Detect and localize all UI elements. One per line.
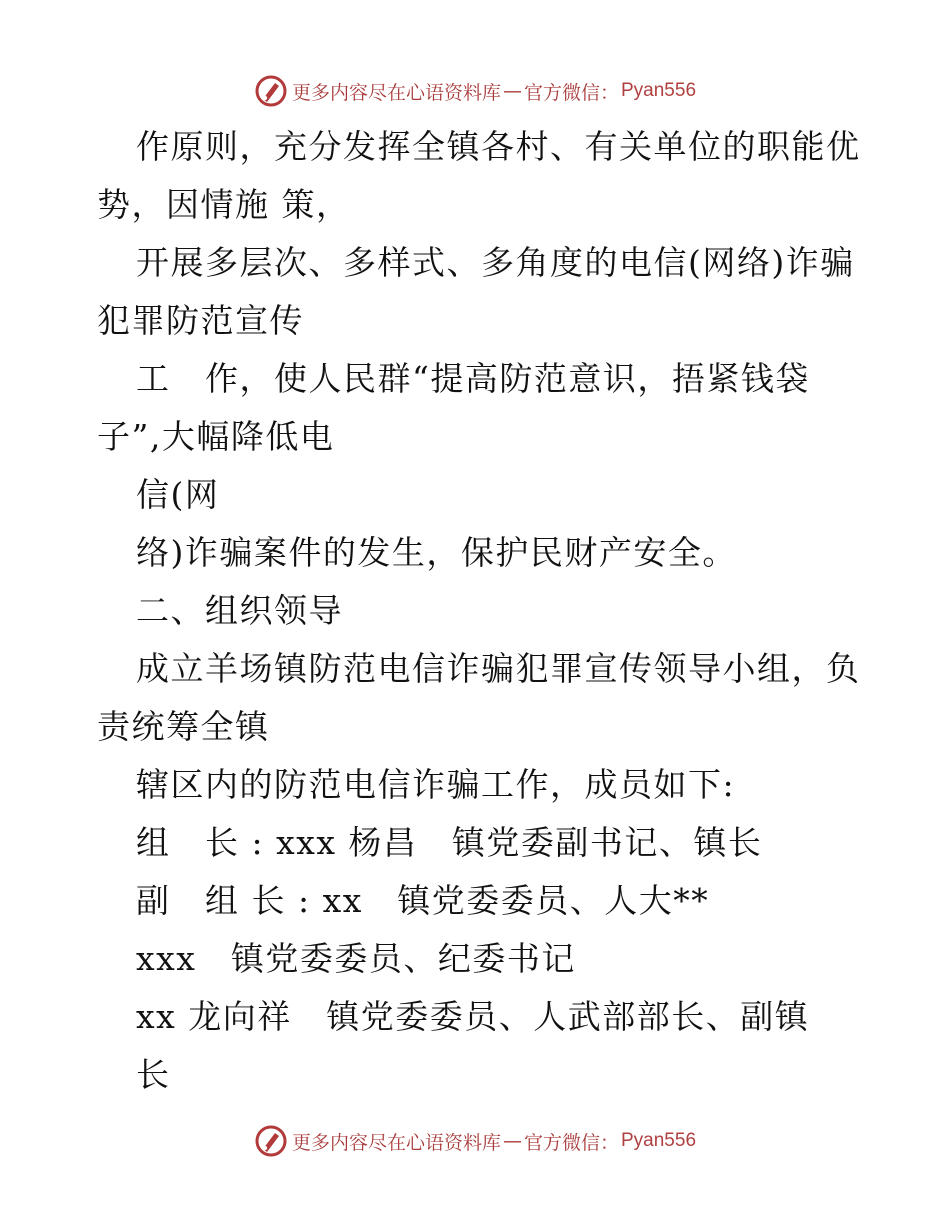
- text-line: 作原则，充分发挥全镇各村、有关单位的职能优: [136, 127, 861, 166]
- text-line: 工 作，使人民群“提高防范意识，捂紧钱袋: [136, 359, 810, 398]
- member-line: xxx 镇党委委员、纪委书记: [136, 939, 576, 978]
- watermark-separator: —: [502, 1130, 522, 1152]
- text-line: 势，因情施 策，: [97, 185, 351, 224]
- member-line: 组 长 : xxx 杨昌 镇党委副书记、镇长: [136, 823, 763, 862]
- text-line: 成立羊场镇防范电信诈骗犯罪宣传领导小组，负: [136, 649, 861, 688]
- member-line: 副 组 长 : xx 镇党委委员、人大**: [136, 881, 710, 920]
- text-line: 责统筹全镇: [97, 707, 270, 746]
- watermark-separator: —: [502, 80, 522, 102]
- text-line: 开展多层次、多样式、多角度的电信(网络)诈骗: [136, 243, 855, 282]
- text-line: 辖区内的防范电信诈骗工作，成员如下:: [136, 765, 736, 804]
- watermark-wechat-id: Pyan556: [621, 1130, 697, 1151]
- text-line: 子”,大幅降低电: [97, 417, 335, 456]
- section-heading: 二、组织领导: [136, 591, 343, 630]
- watermark-wechat-label: 官方微信：: [523, 81, 619, 104]
- member-line: xx 龙向祥 镇党委委员、人武部部长、副镇: [136, 997, 810, 1036]
- pen-circle-logo-icon: [254, 1124, 288, 1158]
- watermark-wechat-label: 官方微信：: [523, 1131, 619, 1154]
- text-line: 犯罪防范宣传: [97, 301, 304, 340]
- watermark-banner-bottom: [0, 1121, 950, 1161]
- member-line: 长: [136, 1055, 171, 1094]
- watermark-main-text: 更多内容尽在心语资料库: [291, 81, 501, 104]
- text-line: 信(网: [136, 475, 220, 514]
- watermark-main-text: 更多内容尽在心语资料库: [291, 1131, 501, 1154]
- text-line: 络)诈骗案件的发生，保护民财产安全。: [136, 533, 737, 572]
- watermark-wechat-id: Pyan556: [621, 80, 697, 101]
